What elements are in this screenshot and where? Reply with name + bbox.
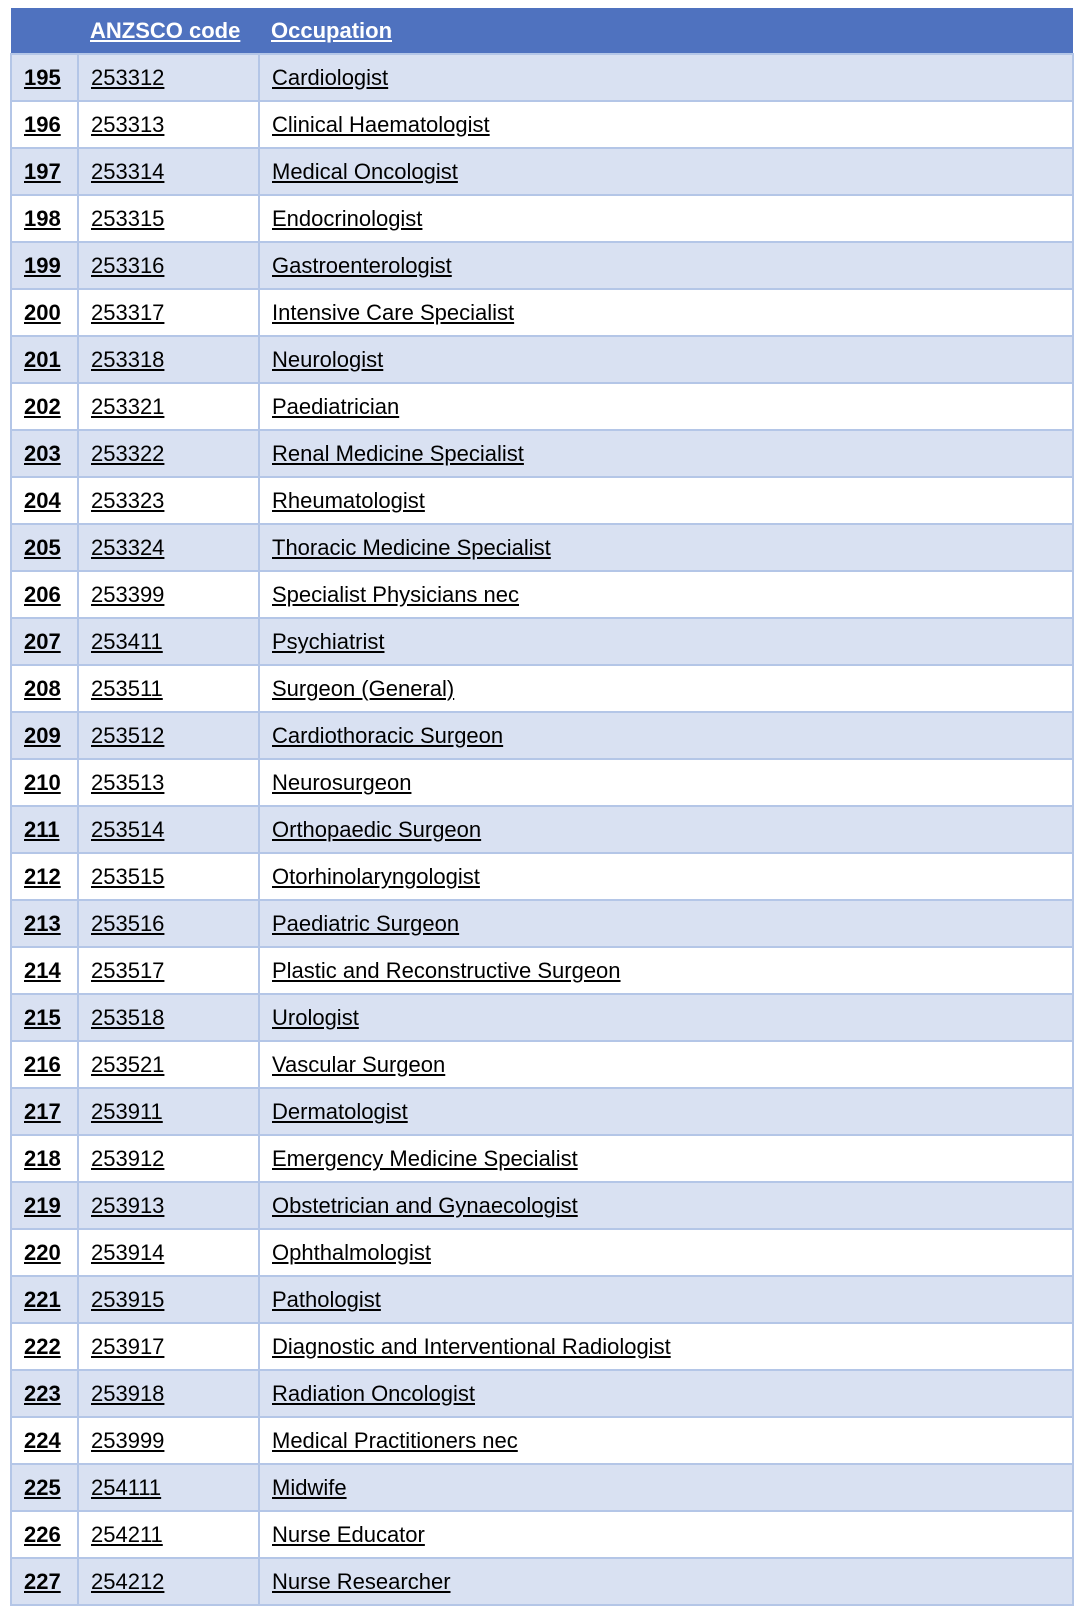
anzsco-code-link-cell bbox=[78, 947, 259, 994]
anzsco-code-link-cell bbox=[78, 383, 259, 430]
row-number-cell bbox=[11, 853, 78, 900]
occupation-link[interactable]: Neurosurgeon bbox=[272, 769, 412, 795]
table-row bbox=[11, 477, 1073, 524]
table-row bbox=[11, 336, 1073, 383]
occupation-link[interactable]: Vascular Surgeon bbox=[272, 1051, 446, 1077]
anzsco-code-link-cell bbox=[78, 430, 259, 477]
row-number[interactable]: 200 bbox=[24, 299, 61, 325]
anzsco-code-link-cell bbox=[78, 148, 259, 195]
occupation-link-cell bbox=[259, 1041, 1073, 1088]
occupation-link[interactable]: Medical Practitioners nec bbox=[272, 1427, 518, 1453]
row-number-cell bbox=[11, 947, 78, 994]
occupation-link[interactable]: Clinical Haematologist bbox=[272, 111, 490, 137]
row-number[interactable]: 198 bbox=[24, 205, 61, 231]
row-number-cell bbox=[11, 1229, 78, 1276]
row-number-cell bbox=[11, 1511, 78, 1558]
anzsco-code-link-cell bbox=[78, 806, 259, 853]
row-number[interactable]: 202 bbox=[24, 393, 61, 419]
anzsco-code-link-cell bbox=[78, 759, 259, 806]
row-number-cell bbox=[11, 336, 78, 383]
occupation-link[interactable]: Cardiothoracic Surgeon bbox=[272, 722, 504, 748]
occupation-link-cell bbox=[259, 759, 1073, 806]
anzsco-code-link[interactable]: 253516 bbox=[91, 910, 165, 936]
anzsco-code-link-cell bbox=[78, 1276, 259, 1323]
row-number[interactable]: 209 bbox=[24, 722, 61, 748]
anzsco-code-link-cell bbox=[78, 994, 259, 1041]
anzsco-code-link-cell bbox=[78, 195, 259, 242]
occupation-link-cell bbox=[259, 383, 1073, 430]
occupation-link-cell bbox=[259, 712, 1073, 759]
occupation-link[interactable]: Emergency Medicine Specialist bbox=[272, 1145, 578, 1171]
occupation-link-cell bbox=[259, 1135, 1073, 1182]
table-row bbox=[11, 1229, 1073, 1276]
row-number[interactable]: 210 bbox=[24, 769, 61, 795]
occupation-link[interactable]: Endocrinologist bbox=[272, 205, 423, 231]
occupation-link-cell bbox=[259, 477, 1073, 524]
row-number[interactable]: 213 bbox=[24, 910, 61, 936]
table-row bbox=[11, 618, 1073, 665]
header-occupation[interactable]: Occupation bbox=[271, 17, 393, 43]
table-row bbox=[11, 242, 1073, 289]
occupation-link-cell bbox=[259, 195, 1073, 242]
table-row bbox=[11, 759, 1073, 806]
anzsco-code-link[interactable]: 254212 bbox=[91, 1568, 165, 1594]
anzsco-code-link-cell bbox=[78, 712, 259, 759]
row-number-cell bbox=[11, 618, 78, 665]
occupation-link[interactable]: Midwife bbox=[272, 1474, 347, 1500]
anzsco-code-link[interactable]: 253312 bbox=[91, 64, 165, 90]
occupation-link-cell bbox=[259, 148, 1073, 195]
occupation-link[interactable]: Medical Oncologist bbox=[272, 158, 458, 184]
row-number[interactable]: 197 bbox=[24, 158, 61, 184]
anzsco-code-link[interactable]: 253314 bbox=[91, 158, 165, 184]
row-number-cell bbox=[11, 289, 78, 336]
anzsco-code-link[interactable]: 253518 bbox=[91, 1004, 165, 1030]
row-number-cell bbox=[11, 383, 78, 430]
table-row bbox=[11, 101, 1073, 148]
row-number[interactable]: 219 bbox=[24, 1192, 61, 1218]
row-number[interactable]: 204 bbox=[24, 487, 61, 513]
anzsco-code-link[interactable]: 253911 bbox=[91, 1098, 163, 1124]
occupation-link-cell bbox=[259, 1276, 1073, 1323]
row-number[interactable]: 201 bbox=[24, 346, 61, 372]
table-row bbox=[11, 383, 1073, 430]
anzsco-code-link-cell bbox=[78, 242, 259, 289]
anzsco-code-link[interactable]: 253517 bbox=[91, 957, 165, 983]
table-row bbox=[11, 195, 1073, 242]
occupation-link-cell bbox=[259, 54, 1073, 101]
row-number[interactable]: 227 bbox=[24, 1568, 61, 1594]
occupation-link[interactable]: Orthopaedic Surgeon bbox=[272, 816, 482, 842]
table-row bbox=[11, 1182, 1073, 1229]
anzsco-code-link[interactable]: 253999 bbox=[91, 1427, 165, 1453]
occupation-link-cell bbox=[259, 430, 1073, 477]
row-number-cell bbox=[11, 1323, 78, 1370]
occupation-link-cell bbox=[259, 571, 1073, 618]
occupation-link-cell bbox=[259, 1323, 1073, 1370]
row-number[interactable]: 226 bbox=[24, 1521, 61, 1547]
table-row bbox=[11, 571, 1073, 618]
row-number-cell bbox=[11, 54, 78, 101]
row-number-cell bbox=[11, 242, 78, 289]
table-row bbox=[11, 806, 1073, 853]
occupation-link[interactable]: Nurse Educator bbox=[272, 1521, 425, 1547]
occupation-link[interactable]: Rheumatologist bbox=[272, 487, 425, 513]
row-number[interactable]: 199 bbox=[24, 252, 61, 278]
anzsco-code-link-cell bbox=[78, 477, 259, 524]
anzsco-code-link[interactable]: 253399 bbox=[91, 581, 165, 607]
table-row bbox=[11, 1370, 1073, 1417]
table-row bbox=[11, 1088, 1073, 1135]
table-header bbox=[11, 8, 1073, 54]
header-anzsco-code[interactable]: ANZSCO code bbox=[90, 17, 241, 43]
row-number[interactable]: 222 bbox=[24, 1333, 61, 1359]
row-number-cell bbox=[11, 665, 78, 712]
occupation-link-cell bbox=[259, 665, 1073, 712]
anzsco-code-link-cell bbox=[78, 618, 259, 665]
occupation-link-cell bbox=[259, 1558, 1073, 1605]
occupation-link[interactable]: Renal Medicine Specialist bbox=[272, 440, 524, 466]
anzsco-code-link[interactable]: 253914 bbox=[91, 1239, 165, 1265]
anzsco-code-link-cell bbox=[78, 853, 259, 900]
occupation-link[interactable]: Otorhinolaryngologist bbox=[272, 863, 480, 889]
row-number-cell bbox=[11, 477, 78, 524]
anzsco-code-link-cell bbox=[78, 1182, 259, 1229]
row-number-cell bbox=[11, 524, 78, 571]
anzsco-code-link[interactable]: 253915 bbox=[91, 1286, 165, 1312]
row-number[interactable]: 221 bbox=[24, 1286, 61, 1312]
anzsco-code-link[interactable]: 253323 bbox=[91, 487, 165, 513]
table-row bbox=[11, 900, 1073, 947]
row-number-cell bbox=[11, 712, 78, 759]
row-number[interactable]: 195 bbox=[24, 64, 61, 90]
anzsco-code-link[interactable]: 253317 bbox=[91, 299, 165, 325]
anzsco-code-link[interactable]: 253318 bbox=[91, 346, 165, 372]
table-row bbox=[11, 524, 1073, 571]
occupation-link-cell bbox=[259, 1088, 1073, 1135]
occupation-link-cell bbox=[259, 806, 1073, 853]
row-number-cell bbox=[11, 148, 78, 195]
anzsco-code-link-cell bbox=[78, 1464, 259, 1511]
table-body bbox=[11, 54, 1073, 1605]
table-row bbox=[11, 1464, 1073, 1511]
anzsco-code-link[interactable]: 254211 bbox=[91, 1521, 163, 1547]
table-row bbox=[11, 1041, 1073, 1088]
occupation-link-cell bbox=[259, 1464, 1073, 1511]
occupation-link[interactable]: Nurse Researcher bbox=[272, 1568, 451, 1594]
occupation-link-cell bbox=[259, 1182, 1073, 1229]
row-number-cell bbox=[11, 994, 78, 1041]
row-number-cell bbox=[11, 1088, 78, 1135]
occupation-link[interactable]: Surgeon (General) bbox=[272, 675, 455, 701]
anzsco-code-link-cell bbox=[78, 1229, 259, 1276]
occupation-link-cell bbox=[259, 336, 1073, 383]
row-number[interactable]: 218 bbox=[24, 1145, 61, 1171]
occupation-table bbox=[10, 8, 1074, 1606]
anzsco-code-link-cell bbox=[78, 524, 259, 571]
row-number-cell bbox=[11, 1417, 78, 1464]
anzsco-code-link-cell bbox=[78, 1088, 259, 1135]
anzsco-code-link-cell bbox=[78, 54, 259, 101]
table-row bbox=[11, 1417, 1073, 1464]
anzsco-code-link-cell bbox=[78, 1370, 259, 1417]
table-row bbox=[11, 853, 1073, 900]
row-number[interactable]: 206 bbox=[24, 581, 61, 607]
occupation-link[interactable]: Gastroenterologist bbox=[272, 252, 452, 278]
anzsco-code-link[interactable]: 253511 bbox=[91, 675, 163, 701]
row-number[interactable]: 208 bbox=[24, 675, 61, 701]
anzsco-code-link[interactable]: 253315 bbox=[91, 205, 165, 231]
anzsco-code-link[interactable]: 253513 bbox=[91, 769, 165, 795]
row-number[interactable]: 214 bbox=[24, 957, 61, 983]
anzsco-code-link[interactable]: 253322 bbox=[91, 440, 165, 466]
occupation-link[interactable]: Paediatrician bbox=[272, 393, 400, 419]
anzsco-code-link-cell bbox=[78, 900, 259, 947]
occupation-link-cell bbox=[259, 242, 1073, 289]
row-number[interactable]: 220 bbox=[24, 1239, 61, 1265]
occupation-link[interactable]: Cardiologist bbox=[272, 64, 389, 90]
row-number-cell bbox=[11, 1464, 78, 1511]
row-number-cell bbox=[11, 1135, 78, 1182]
occupation-link-cell bbox=[259, 618, 1073, 665]
anzsco-code-link-cell bbox=[78, 665, 259, 712]
occupation-link-cell bbox=[259, 1229, 1073, 1276]
anzsco-code-link[interactable]: 253324 bbox=[91, 534, 165, 560]
occupation-link[interactable]: Ophthalmologist bbox=[272, 1239, 431, 1265]
row-number[interactable]: 196 bbox=[24, 111, 61, 137]
anzsco-code-link-cell bbox=[78, 1558, 259, 1605]
table-row bbox=[11, 54, 1073, 101]
anzsco-code-link[interactable]: 253515 bbox=[91, 863, 165, 889]
occupation-link[interactable]: Radiation Oncologist bbox=[272, 1380, 476, 1406]
table-row bbox=[11, 1511, 1073, 1558]
occupation-link[interactable]: Neurologist bbox=[272, 346, 384, 372]
occupation-link-cell bbox=[259, 947, 1073, 994]
row-number-cell bbox=[11, 1276, 78, 1323]
anzsco-code-link[interactable]: 253313 bbox=[91, 111, 165, 137]
row-number-cell bbox=[11, 759, 78, 806]
anzsco-code-link-cell bbox=[78, 1417, 259, 1464]
anzsco-code-link-cell bbox=[78, 571, 259, 618]
occupation-link[interactable]: Intensive Care Specialist bbox=[272, 299, 515, 325]
occupation-link[interactable]: Obstetrician and Gynaecologist bbox=[272, 1192, 578, 1218]
row-number[interactable]: 207 bbox=[24, 628, 61, 654]
anzsco-code-link[interactable]: 253913 bbox=[91, 1192, 165, 1218]
occupation-link-cell bbox=[259, 101, 1073, 148]
anzsco-code-link[interactable]: 253912 bbox=[91, 1145, 165, 1171]
row-number[interactable]: 211 bbox=[24, 816, 60, 842]
occupation-link[interactable]: Thoracic Medicine Specialist bbox=[272, 534, 551, 560]
table-row bbox=[11, 148, 1073, 195]
occupation-link[interactable]: Plastic and Reconstructive Surgeon bbox=[272, 957, 621, 983]
anzsco-code-link-cell bbox=[78, 101, 259, 148]
table-row bbox=[11, 1135, 1073, 1182]
occupation-link-cell bbox=[259, 524, 1073, 571]
occupation-link[interactable]: Pathologist bbox=[272, 1286, 381, 1312]
table-row bbox=[11, 1323, 1073, 1370]
row-number-cell bbox=[11, 195, 78, 242]
anzsco-code-link-cell bbox=[78, 289, 259, 336]
row-number-cell bbox=[11, 101, 78, 148]
header-row bbox=[11, 8, 1073, 54]
row-number[interactable]: 223 bbox=[24, 1380, 61, 1406]
occupation-link[interactable]: Psychiatrist bbox=[272, 628, 385, 654]
anzsco-code-link[interactable]: 253521 bbox=[91, 1051, 165, 1077]
occupation-link-cell bbox=[259, 1370, 1073, 1417]
row-number[interactable]: 224 bbox=[24, 1427, 61, 1453]
row-number[interactable]: 217 bbox=[24, 1098, 61, 1124]
anzsco-code-link-cell bbox=[78, 1135, 259, 1182]
table-row bbox=[11, 1558, 1073, 1605]
row-number-cell bbox=[11, 1370, 78, 1417]
row-number[interactable]: 216 bbox=[24, 1051, 61, 1077]
table-row bbox=[11, 289, 1073, 336]
anzsco-code-link[interactable]: 253321 bbox=[91, 393, 165, 419]
anzsco-code-link[interactable]: 253514 bbox=[91, 816, 165, 842]
anzsco-code-link-cell bbox=[78, 1041, 259, 1088]
anzsco-code-link[interactable]: 254111 bbox=[91, 1474, 162, 1500]
table-row bbox=[11, 712, 1073, 759]
occupation-link-cell bbox=[259, 289, 1073, 336]
row-number-cell bbox=[11, 1182, 78, 1229]
anzsco-code-link-cell bbox=[78, 336, 259, 383]
occupation-link[interactable]: Specialist Physicians nec bbox=[272, 581, 520, 607]
anzsco-code-link[interactable]: 253917 bbox=[91, 1333, 165, 1359]
row-number-cell bbox=[11, 1558, 78, 1605]
row-number[interactable]: 225 bbox=[24, 1474, 61, 1500]
row-number[interactable]: 203 bbox=[24, 440, 61, 466]
anzsco-code-link-cell bbox=[78, 1323, 259, 1370]
anzsco-code-link[interactable]: 253411 bbox=[91, 628, 163, 654]
row-number[interactable]: 205 bbox=[24, 534, 61, 560]
row-number-cell bbox=[11, 571, 78, 618]
occupation-link[interactable]: Paediatric Surgeon bbox=[272, 910, 460, 936]
occupation-link-cell bbox=[259, 1511, 1073, 1558]
occupation-link-cell bbox=[259, 1417, 1073, 1464]
occupation-link[interactable]: Diagnostic and Interventional Radiologist bbox=[272, 1333, 671, 1359]
row-number-cell bbox=[11, 900, 78, 947]
occupation-link-cell bbox=[259, 900, 1073, 947]
anzsco-code-link[interactable]: 253316 bbox=[91, 252, 165, 278]
row-number[interactable]: 215 bbox=[24, 1004, 61, 1030]
table-row bbox=[11, 994, 1073, 1041]
table-row bbox=[11, 1276, 1073, 1323]
table-row bbox=[11, 665, 1073, 712]
occupation-link-cell bbox=[259, 853, 1073, 900]
row-number-cell bbox=[11, 806, 78, 853]
row-number-cell bbox=[11, 430, 78, 477]
occupation-link[interactable]: Dermatologist bbox=[272, 1098, 408, 1124]
occupation-link-cell bbox=[259, 994, 1073, 1041]
occupation-link[interactable]: Urologist bbox=[272, 1004, 359, 1030]
table-row bbox=[11, 947, 1073, 994]
anzsco-code-link[interactable]: 253918 bbox=[91, 1380, 165, 1406]
row-number-cell bbox=[11, 1041, 78, 1088]
header-number bbox=[11, 8, 78, 54]
anzsco-code-link[interactable]: 253512 bbox=[91, 722, 165, 748]
anzsco-code-link-cell bbox=[78, 1511, 259, 1558]
table-row bbox=[11, 430, 1073, 477]
row-number[interactable]: 212 bbox=[24, 863, 61, 889]
